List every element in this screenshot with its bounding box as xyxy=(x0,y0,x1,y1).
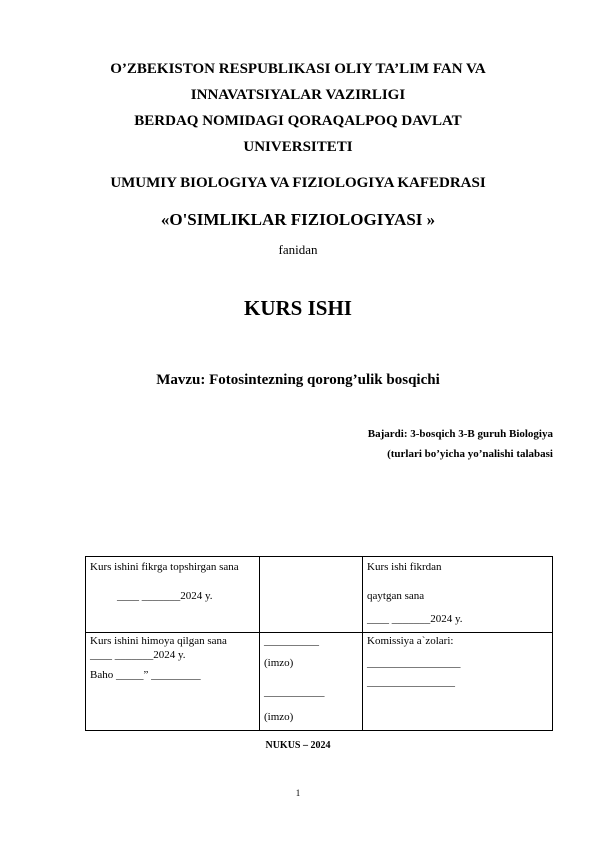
commission-cell xyxy=(363,633,553,731)
signature-cell xyxy=(260,633,363,731)
submission-date-cell xyxy=(86,557,260,633)
author-line-1: Bajardi: 3-bosqich 3-B guruh Biologiya xyxy=(367,428,553,440)
university-line-2: UNIVERSITETI xyxy=(243,139,353,155)
submission-date-blank: ____ _______2024 y. xyxy=(117,590,213,602)
city-year: NUKUS – 2024 xyxy=(265,740,331,751)
signature-line-2: ___________ xyxy=(264,686,325,698)
subject-suffix: fanidan xyxy=(278,242,318,257)
commission-label: Komissiya a`zolari: xyxy=(367,635,454,647)
grade-blank: Baho _____” _________ xyxy=(90,669,201,681)
return-date-cell xyxy=(363,557,553,633)
empty-cell xyxy=(260,557,363,633)
defense-date-cell xyxy=(86,633,260,731)
topic: Mavzu: Fotosintezning qorong’ulik bosqichi xyxy=(156,372,440,388)
commission-line-1: _________________ xyxy=(367,657,461,669)
subject-title: «O'SIMLIKLAR FIZIOLOGIYASI » xyxy=(160,210,436,229)
submission-date-label: Kurs ishini fikrga topshirgan sana xyxy=(90,561,239,573)
ministry-line-1: O’ZBEKISTON RESPUBLIKASI OLIY TA’LIM FAN VA xyxy=(110,61,486,77)
return-date-label-1: Kurs ishi fikrdan xyxy=(367,561,442,573)
signature-line-1: __________ xyxy=(264,635,319,647)
signature-label-2: (imzo) xyxy=(264,711,294,723)
table-row xyxy=(86,557,553,633)
university-line-1: BERDAQ NOMIDAGI QORAQALPOQ DAVLAT xyxy=(134,113,462,129)
ministry-line-2: INNAVATSIYALAR VAZIRLIGI xyxy=(190,87,406,103)
page-number: 1 xyxy=(295,788,301,798)
department-name: UMUMIY BIOLOGIYA VA FIZIOLOGIYA KAFEDRASI xyxy=(110,175,486,191)
signature-label-1: (imzo) xyxy=(264,657,294,669)
commission-line-2: ________________ xyxy=(367,676,455,688)
table-row xyxy=(86,633,553,731)
submission-form-table xyxy=(85,556,553,731)
author-line-2: (turlari bo’yicha yo’nalishi talabasi xyxy=(387,448,553,460)
document-type-title: KURS ISHI xyxy=(244,296,352,320)
return-date-blank: ____ _______2024 y. xyxy=(367,613,463,625)
defense-date-blank: ____ _______2024 y. xyxy=(90,649,186,661)
return-date-label-2: qaytgan sana xyxy=(367,590,425,602)
defense-date-label: Kurs ishini himoya qilgan sana xyxy=(90,635,227,647)
